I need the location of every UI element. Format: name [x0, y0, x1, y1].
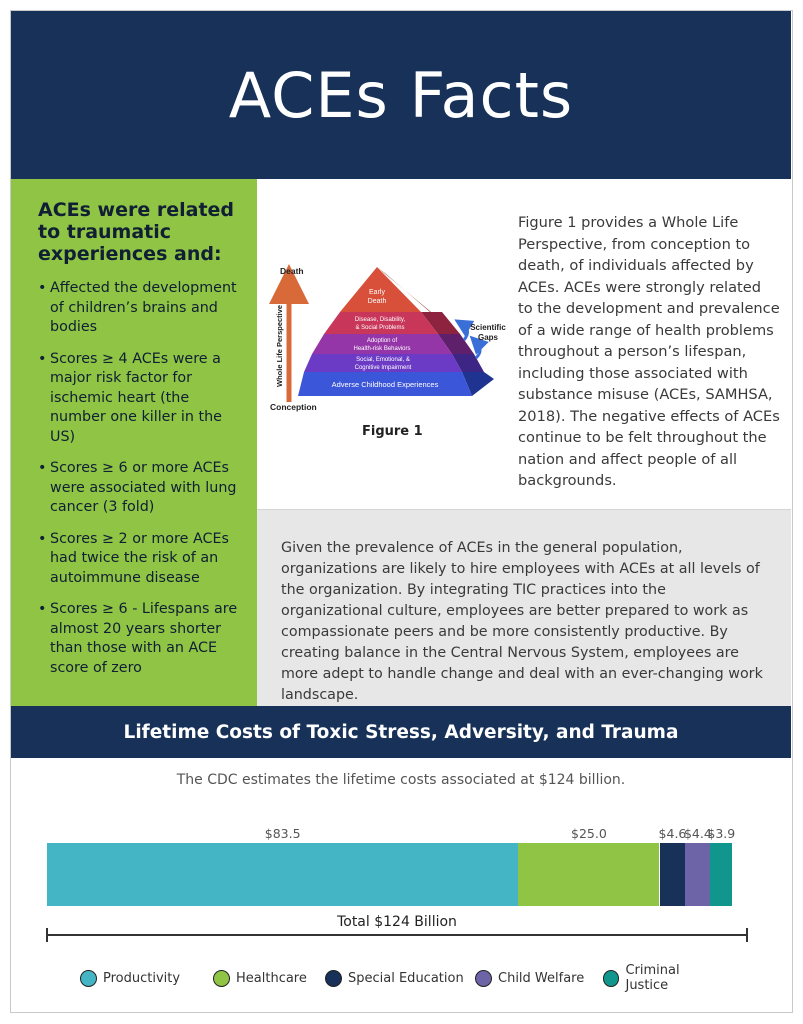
- legend-item: [213, 963, 325, 993]
- legend-swatch: [213, 970, 230, 987]
- axis-bottom-label: Conception: [270, 402, 317, 412]
- scientific-gaps-label: Gaps: [477, 333, 499, 342]
- facts-list: [38, 279, 243, 678]
- bar-segment-special-education: [660, 843, 686, 906]
- legend-label: Healthcare: [236, 970, 307, 986]
- fact-item: • Scores ≥ 6 - Lifespans are almost 20 years shorter than those with an ACE score of zero: [38, 600, 243, 678]
- title-banner: [11, 11, 791, 179]
- level-label: Death: [367, 298, 387, 305]
- bar-segment-productivity: [47, 843, 518, 906]
- costs-subtitle: The CDC estimates the lifetime costs associated at $124 billion.: [176, 772, 626, 788]
- legend-item: [80, 963, 213, 993]
- total-label-text: Total $124 Billion: [333, 914, 461, 930]
- figure-description: Figure 1 provides a Whole Life Perspective, from conception to death, of individuals affected by ACEs. ACEs were strongly related to the development and prevalence of a wide range of health problems throughout a person’s lifespan, including those associated with substance misuse (ACEs, SAMHSA, 2018). The negative effects of ACEs continue to be felt throughout the nation and affect people of all backgrounds.: [518, 214, 780, 489]
- fact-item: • Affected the development of children’s brains and bodies: [38, 279, 243, 338]
- bar-segment-criminal-justice: [710, 843, 732, 906]
- bar-segment-child-welfare: [685, 843, 710, 906]
- level-label: & Social Problems: [355, 325, 405, 331]
- fact-item: • Scores ≥ 6 or more ACEs were associated with lung cancer (3 fold): [38, 459, 243, 518]
- level-label: Health-risk Behaviors: [353, 346, 411, 352]
- level-label: Disease, Disability,: [354, 317, 406, 323]
- level-label: Adoption of: [366, 338, 398, 344]
- bar-value-label: $4.6: [658, 826, 687, 841]
- costs-banner-title: Lifetime Costs of Toxic Stress, Adversity, and Trauma: [123, 721, 679, 743]
- legend-swatch: [325, 970, 342, 987]
- legend-label: Child Welfare: [498, 970, 585, 986]
- level-label: Early: [369, 289, 385, 296]
- aces-pyramid-figure: [262, 262, 512, 417]
- legend-label: Special Education: [348, 970, 464, 986]
- facts-sidebar: [11, 179, 257, 706]
- axis-top-label: Death: [280, 266, 304, 276]
- gap-arrow: [462, 324, 468, 340]
- workplace-text: Given the prevalence of ACEs in the general population, organizations are likely to hire employees with ACEs at all levels of the organization. By integrating TIC practices into the organizational culture, employees are better prepared to work as compassionate peers and be more consistently productive. By creating balance in the Central Nervous System, employees are more adept to handle change and deal with an ever-changing work landscape.: [281, 540, 763, 703]
- total-bracket-left: [46, 928, 48, 942]
- level-label: Cognitive Impairment: [354, 365, 412, 371]
- bar-value-label: $25.0: [571, 826, 607, 841]
- total-label: [47, 914, 747, 930]
- legend-swatch: [603, 970, 619, 987]
- level-label: Social, Emotional, &: [356, 357, 410, 363]
- level-label: Adverse Childhood Experiences: [331, 380, 439, 389]
- costs-banner: [11, 706, 791, 758]
- chart-legend: [80, 963, 723, 993]
- figure-caption: Figure 1: [362, 424, 423, 439]
- facts-heading: ACEs were related to traumatic experiences and:: [38, 199, 235, 265]
- legend-item: [475, 963, 603, 993]
- bar-value-label: $4.4: [683, 826, 712, 841]
- legend-swatch: [475, 970, 492, 987]
- legend-label: Criminal Justice: [625, 963, 680, 993]
- workplace-panel: [257, 509, 791, 706]
- legend-swatch: [80, 970, 97, 987]
- total-bracket-line: [47, 934, 747, 936]
- page-title: ACEs Facts: [228, 58, 574, 132]
- axis-side-label: Whole Life Perspective: [275, 304, 284, 387]
- legend-item: [325, 963, 475, 993]
- gap-arrow: [476, 342, 480, 358]
- fact-item: • Scores ≥ 2 or more ACEs had twice the risk of an autoimmune disease: [38, 530, 243, 589]
- bar-segment-healthcare: [518, 843, 659, 906]
- bar-value-label: $83.5: [264, 826, 301, 841]
- fact-item: • Scores ≥ 4 ACEs were a major risk factor for ischemic heart (the number one killer in the US): [38, 350, 243, 448]
- scientific-gaps-label: Scientific: [470, 323, 506, 332]
- legend-item: [603, 963, 723, 993]
- total-bracket-right: [746, 928, 748, 942]
- legend-label: Productivity: [103, 970, 181, 986]
- bar-value-label: $3.9: [707, 826, 736, 841]
